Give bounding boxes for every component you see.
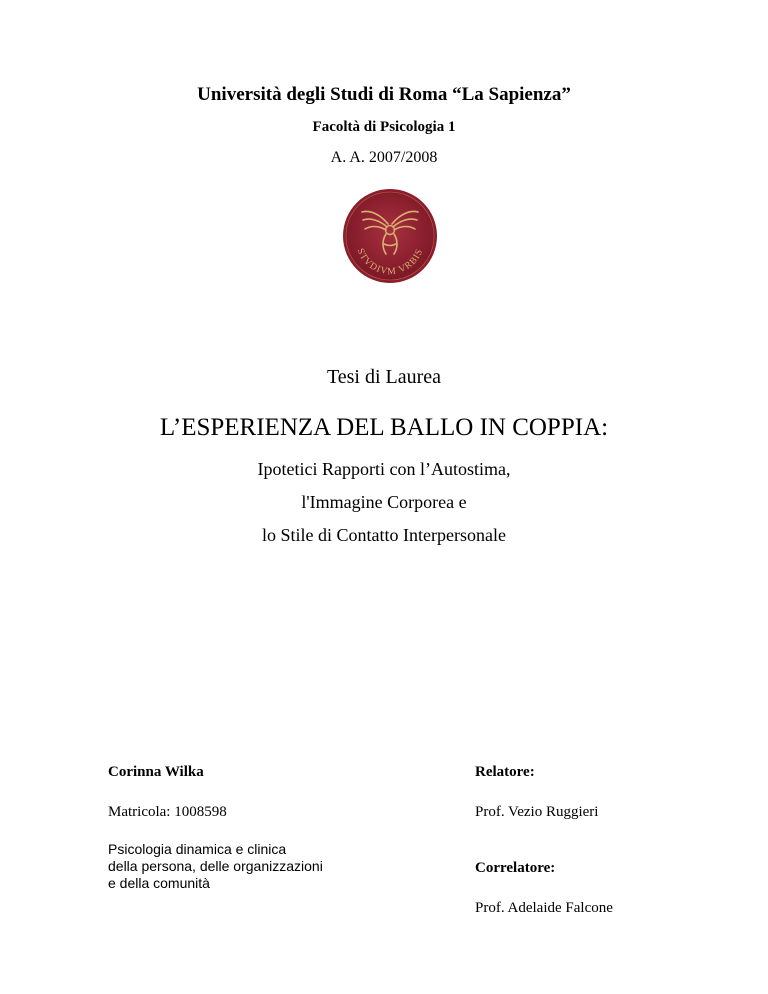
author-name: Corinna Wilka xyxy=(108,764,204,780)
thesis-subtitle-line-3: lo Stile di Contatto Interpersonale xyxy=(262,525,506,545)
thesis-subtitle-line-1: Ipotetici Rapporti con l’Autostima, xyxy=(257,459,511,479)
correlatore-label: Correlatore: xyxy=(475,860,556,876)
sapienza-seal-icon xyxy=(342,188,438,284)
correlatore-name: Prof. Adelaide Falcone xyxy=(475,900,613,916)
seal-motto: STVDIVM VRBIS xyxy=(354,247,426,278)
author-matricola: Matricola: 1008598 xyxy=(108,804,227,820)
course-line-1: Psicologia dinamica e clinica xyxy=(108,841,287,857)
thesis-type: Tesi di Laurea xyxy=(326,366,442,388)
author-course xyxy=(108,841,323,892)
relatore-name: Prof. Vezio Ruggieri xyxy=(475,804,599,820)
relatore-label: Relatore: xyxy=(475,764,535,780)
academic-year: A. A. 2007/2008 xyxy=(330,149,438,166)
course-line-2: della persona, delle organizzazioni xyxy=(108,858,323,874)
thesis-subtitle-line-2: l'Immagine Corporea e xyxy=(301,492,467,512)
faculty-name: Facoltà di Psicologia 1 xyxy=(312,119,456,135)
course-line-3: e della comunità xyxy=(108,875,210,891)
university-name: Università degli Studi di Roma “La Sapienza” xyxy=(197,84,571,105)
thesis-title: L’ESPERIENZA DEL BALLO IN COPPIA: xyxy=(159,414,609,441)
